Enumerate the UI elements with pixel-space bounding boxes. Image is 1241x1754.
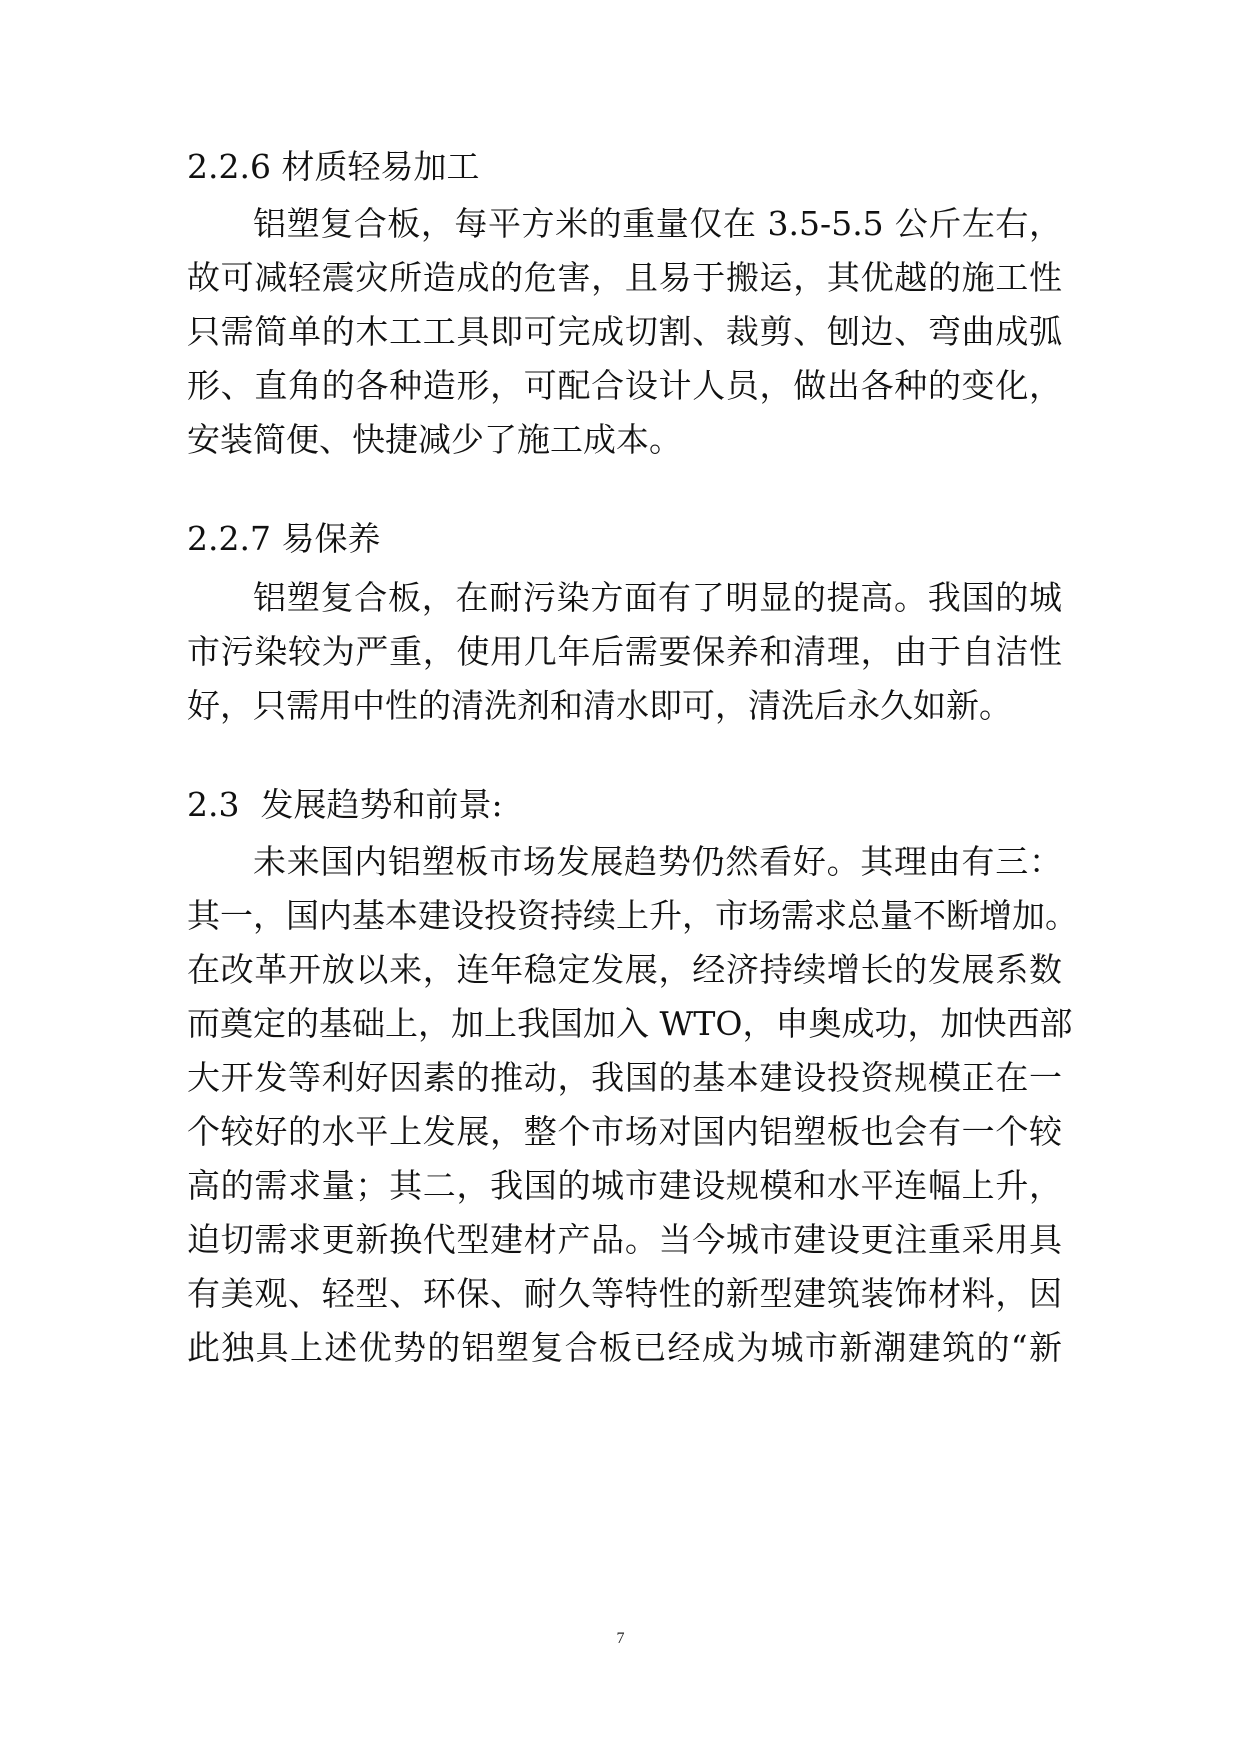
paragraph-line: 其一，国内基本建设投资持续上升，市场需求总量不断增加。 bbox=[187, 896, 1078, 935]
paragraph-line: 市污染较为严重，使用几年后需要保养和清理，由于自洁性 bbox=[187, 632, 1062, 671]
paragraph-line: 未来国内铝塑板市场发展趋势仍然看好。其理由有三： bbox=[253, 842, 1062, 881]
paragraph-line: 好，只需用中性的清洗剂和清水即可，清洗后永久如新。 bbox=[187, 686, 1012, 725]
paragraph-line: 高的需求量；其二，我国的城市建设规模和水平连幅上升， bbox=[187, 1166, 1062, 1205]
paragraph-2-2-7 bbox=[187, 571, 1062, 733]
paragraph-line: 有美观、轻型、环保、耐久等特性的新型建筑装饰材料，因 bbox=[187, 1274, 1062, 1313]
paragraph-line: 个较好的水平上发展，整个市场对国内铝塑板也会有一个较 bbox=[187, 1112, 1062, 1151]
paragraph-line: 故可减轻震灾所造成的危害，且易于搬运，其优越的施工性 bbox=[187, 258, 1062, 297]
page-number: 7 bbox=[616, 1630, 625, 1647]
paragraph-2-3 bbox=[187, 835, 1078, 1375]
section-heading-2-2-7: 2.2.7 易保养 bbox=[187, 519, 381, 558]
section-heading-2-2-6: 2.2.6 材质轻易加工 bbox=[187, 147, 480, 186]
paragraph-line: 铝塑复合板，每平方米的重量仅在 3.5-5.5 公斤左右， bbox=[253, 204, 1062, 243]
paragraph-2-2-6 bbox=[187, 197, 1062, 467]
paragraph-line: 大开发等利好因素的推动，我国的基本建设投资规模正在一 bbox=[187, 1058, 1062, 1097]
paragraph-line: 在改革开放以来，连年稳定发展，经济持续增长的发展系数 bbox=[187, 950, 1062, 989]
paragraph-line: 安装简便、快捷减少了施工成本。 bbox=[187, 420, 682, 459]
paragraph-line: 而奠定的基础上，加上我国加入 WTO，申奥成功，加快西部 bbox=[187, 1004, 1073, 1043]
section-heading-2-3: 2.3 发展趋势和前景: bbox=[187, 785, 503, 824]
paragraph-line: 此独具上述优势的铝塑复合板已经成为城市新潮建筑的“新 bbox=[187, 1328, 1062, 1367]
paragraph-line: 形、直角的各种造形，可配合设计人员，做出各种的变化， bbox=[187, 366, 1062, 405]
paragraph-line: 铝塑复合板，在耐污染方面有了明显的提高。我国的城 bbox=[253, 578, 1062, 617]
paragraph-line: 只需简单的木工工具即可完成切割、裁剪、刨边、弯曲成弧 bbox=[187, 312, 1062, 351]
paragraph-line: 迫切需求更新换代型建材产品。当今城市建设更注重采用具 bbox=[187, 1220, 1062, 1259]
